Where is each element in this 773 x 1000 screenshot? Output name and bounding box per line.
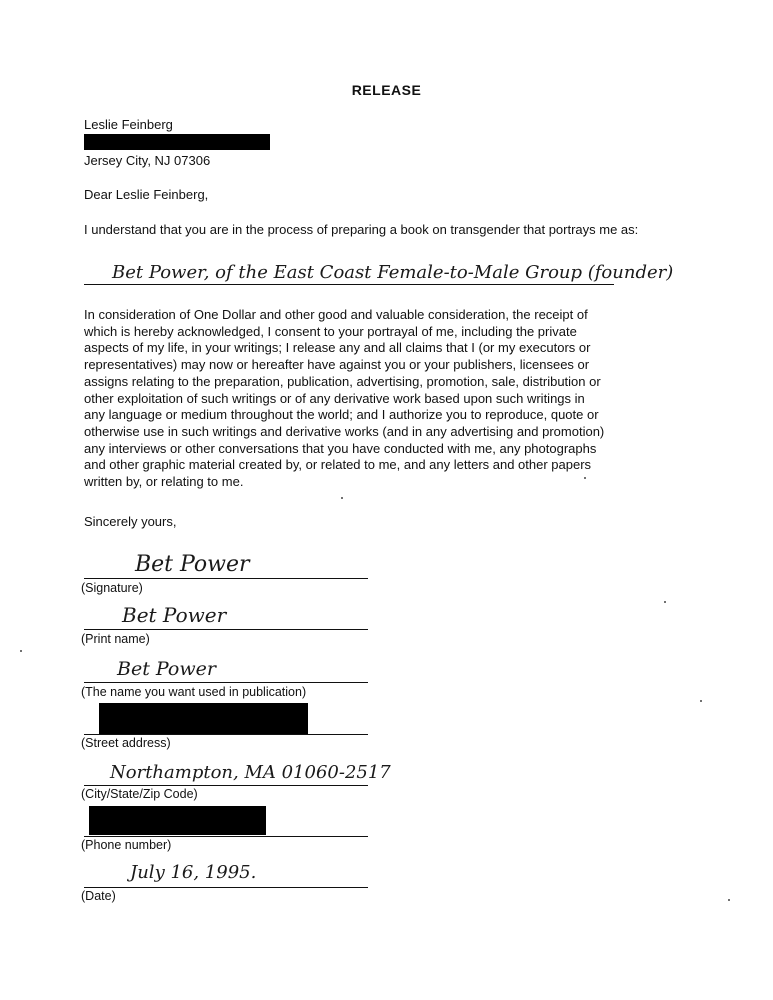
signature-label: (Signature) bbox=[81, 581, 143, 595]
consent-line: In consideration of One Dollar and other good and valuable consideration, the receipt of bbox=[84, 307, 588, 322]
scan-speck bbox=[20, 650, 22, 652]
consent-line: representatives) may now or hereafter have against you or your publishers, licensees or bbox=[84, 357, 590, 373]
document-title: RELEASE bbox=[351, 82, 422, 98]
date-line bbox=[84, 887, 368, 888]
scan-speck bbox=[728, 899, 730, 901]
intro-paragraph: I understand that you are in the process of preparing a book on transgender that portrays me as: bbox=[84, 222, 639, 237]
signature-line bbox=[84, 578, 368, 579]
scan-speck bbox=[700, 700, 702, 702]
consent-line: any language or medium throughout the world; and I authorize you to reproduce, quote or bbox=[84, 407, 599, 423]
city-state-zip-label: (City/State/Zip Code) bbox=[81, 787, 198, 801]
consent-paragraph bbox=[84, 307, 689, 491]
salutation: Dear Leslie Feinberg, bbox=[84, 187, 209, 202]
consent-line: aspects of my life, in your writings; I release any and all claims that I (or my executors or bbox=[84, 340, 591, 356]
consent-line: otherwise use in such writings and derivative works (and in any advertising and promotion) bbox=[84, 423, 605, 439]
publication-name-label: (The name you want used in publication) bbox=[81, 685, 307, 699]
street-address-line bbox=[84, 734, 368, 735]
redacted-phone-number bbox=[89, 806, 266, 835]
recipient-city-line: Jersey City, NJ 07306 bbox=[84, 153, 211, 168]
portrayal-handwritten: Bet Power, of the East Coast Female-to-Male Group (founder) bbox=[112, 262, 674, 283]
scan-speck bbox=[584, 477, 586, 479]
recipient-name: Leslie Feinberg bbox=[84, 117, 173, 132]
scan-speck bbox=[341, 497, 343, 499]
publication-name-handwritten: Bet Power bbox=[117, 658, 216, 680]
signature-handwritten: Bet Power bbox=[135, 552, 250, 577]
scan-speck bbox=[664, 601, 666, 603]
consent-line: other exploitation of such writings or of any derivative work based upon such writings in bbox=[84, 390, 585, 406]
print-name-label: (Print name) bbox=[81, 632, 150, 646]
portrayal-line bbox=[84, 284, 614, 285]
date-handwritten: July 16, 1995. bbox=[130, 862, 257, 883]
consent-line: and other graphic material created by, or related to me, and any letters and other papers bbox=[84, 457, 592, 473]
date-label: (Date) bbox=[81, 889, 116, 903]
consent-line: assigns relating to the preparation, publication, advertising, promotion, sale, distribution or bbox=[84, 373, 601, 389]
print-name-handwritten: Bet Power bbox=[122, 603, 227, 627]
city-state-zip-line bbox=[84, 785, 368, 786]
publication-name-line bbox=[84, 682, 368, 683]
consent-line: which is hereby acknowledged, I consent to your portrayal of me, including the private bbox=[84, 323, 577, 339]
redacted-street-address bbox=[84, 134, 270, 150]
phone-number-label: (Phone number) bbox=[81, 838, 172, 852]
city-state-zip-handwritten: Northampton, MA 01060-2517 bbox=[110, 762, 391, 783]
closing: Sincerely yours, bbox=[84, 514, 177, 529]
consent-line: any interviews or other conversations that you have conducted with me, any photographs bbox=[84, 440, 597, 456]
redacted-street-address-field bbox=[99, 703, 308, 734]
phone-number-line bbox=[84, 836, 368, 837]
street-address-label: (Street address) bbox=[81, 736, 171, 750]
consent-line: written by, or relating to me. bbox=[84, 474, 244, 490]
print-name-line bbox=[84, 629, 368, 630]
